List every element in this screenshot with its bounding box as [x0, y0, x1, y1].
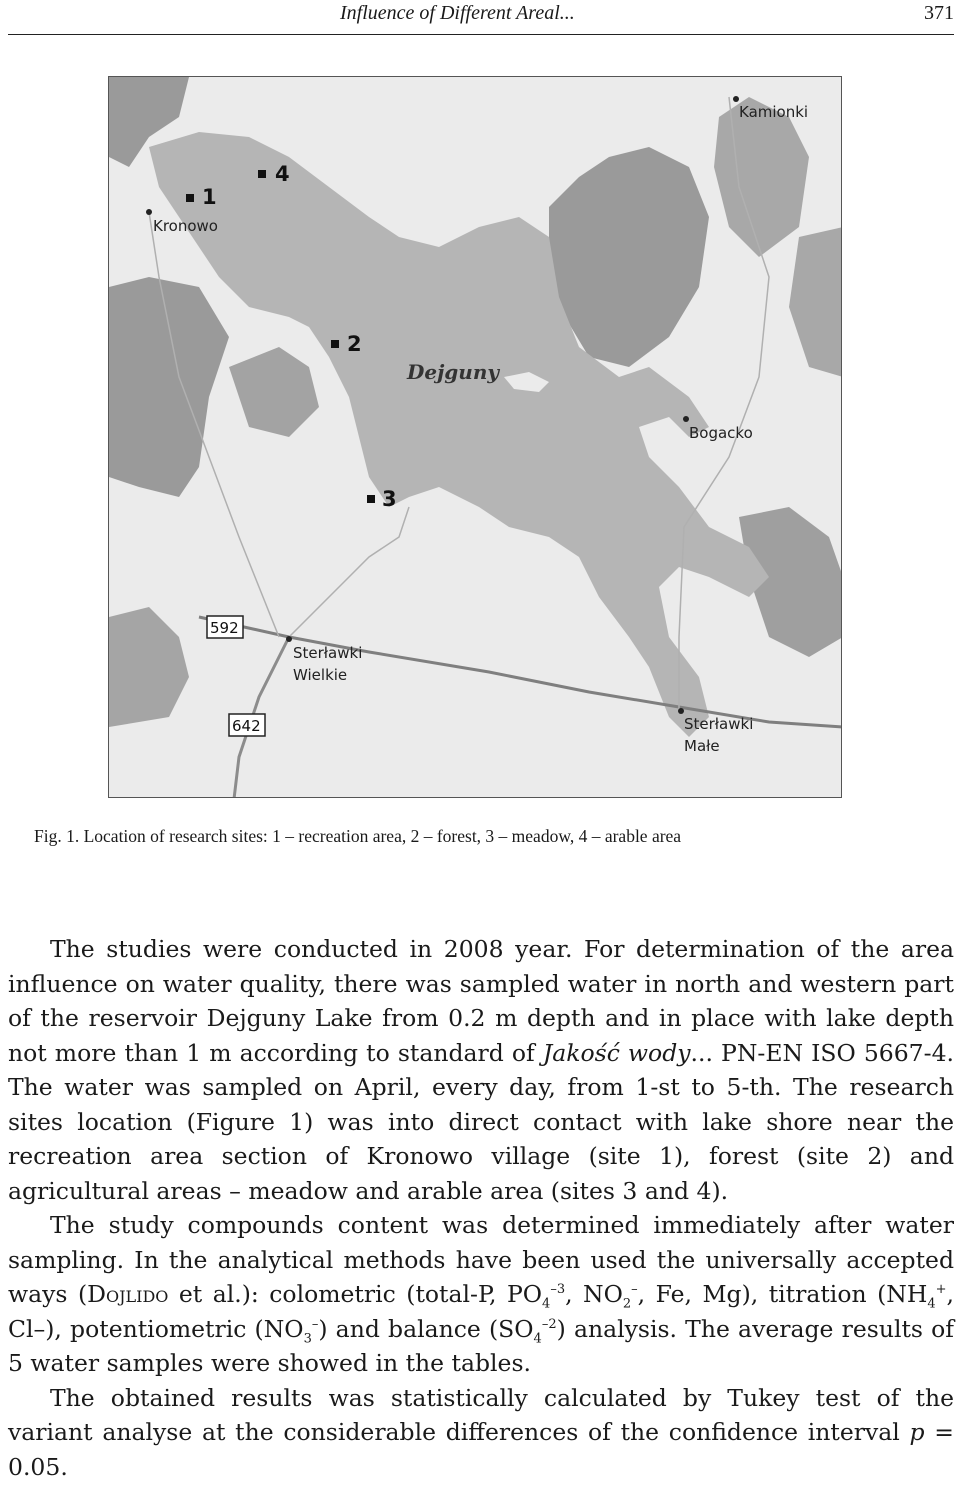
place-sterlawki-male-1: Sterławki: [684, 715, 754, 733]
paragraph-2: The study compounds content was determined immediately after water sampling. In the analytical methods have been used the universally accepted ways (Dojlido et al.): colometric (total-P, $PO_4^{-3}$, $NO_2^-$, Fe, Mg), titration ($NH_4^+$, Cl–), potentiometric $(NO_3^-)$ and balance $(SO_4^{-2})$ analysis. The average results of 5 water samples were showed in the tables.: [8, 1211, 954, 1377]
site-label-3: 3: [382, 487, 397, 511]
map-figure: [108, 76, 842, 798]
site-marker-4: [258, 170, 266, 178]
site-marker-1: [186, 194, 194, 202]
road-number-592: 592: [210, 619, 239, 637]
place-sterlawki-wielkie-2: Wielkie: [293, 666, 348, 684]
figure-caption: Fig. 1. Location of research sites: 1 – recreation area, 2 – forest, 3 – meadow, 4 – arable area: [34, 826, 682, 846]
running-title: Influence of Different Areal...: [340, 2, 575, 24]
place-dot: [286, 636, 292, 642]
body-text: [8, 932, 954, 1484]
site-label-1: 1: [202, 185, 217, 209]
place-dot: [683, 416, 689, 422]
place-sterlawki-male-2: Małe: [684, 737, 720, 755]
place-bogacko: Bogacko: [689, 424, 753, 442]
page-number: 371: [924, 2, 954, 24]
site-label-2: 2: [347, 332, 362, 356]
lake-label: Dejguny: [407, 360, 499, 384]
place-dot: [146, 209, 152, 215]
running-header: [8, 0, 954, 35]
map-svg: [109, 77, 842, 798]
place-dot: [678, 708, 684, 714]
place-kronowo: Kronowo: [153, 217, 218, 235]
road-number-642: 642: [232, 717, 261, 735]
site-label-4: 4: [275, 162, 290, 186]
paragraph-3: The obtained results was statistically calculated by Tukey test of the variant analyse at the considerable differences of the confidence interval p = 0.05.: [8, 1383, 954, 1481]
author-dojlido: Dojlido: [87, 1280, 169, 1308]
paragraph-1: The studies were conducted in 2008 year. For determination of the area influence on water quality, there was sampled water in north and western part of the reservoir Dejguny Lake from 0.2 m depth and in place with lake depth not more than 1 m according to standard of Jakość wody... PN-EN ISO 5667-4. The water was sampled on April, every day, from 1-st to 5-th. The research sites location (Figure 1) was into direct contact with lake shore near the recreation area section of Kronowo village (site 1), forest (site 2) and agricultural areas – meadow and arable area (sites 3 and 4).: [8, 935, 955, 1205]
place-sterlawki-wielkie-1: Sterławki: [293, 644, 363, 662]
site-marker-3: [367, 495, 375, 503]
place-kamionki: Kamionki: [739, 103, 809, 121]
site-marker-2: [331, 340, 339, 348]
place-dot: [733, 96, 739, 102]
